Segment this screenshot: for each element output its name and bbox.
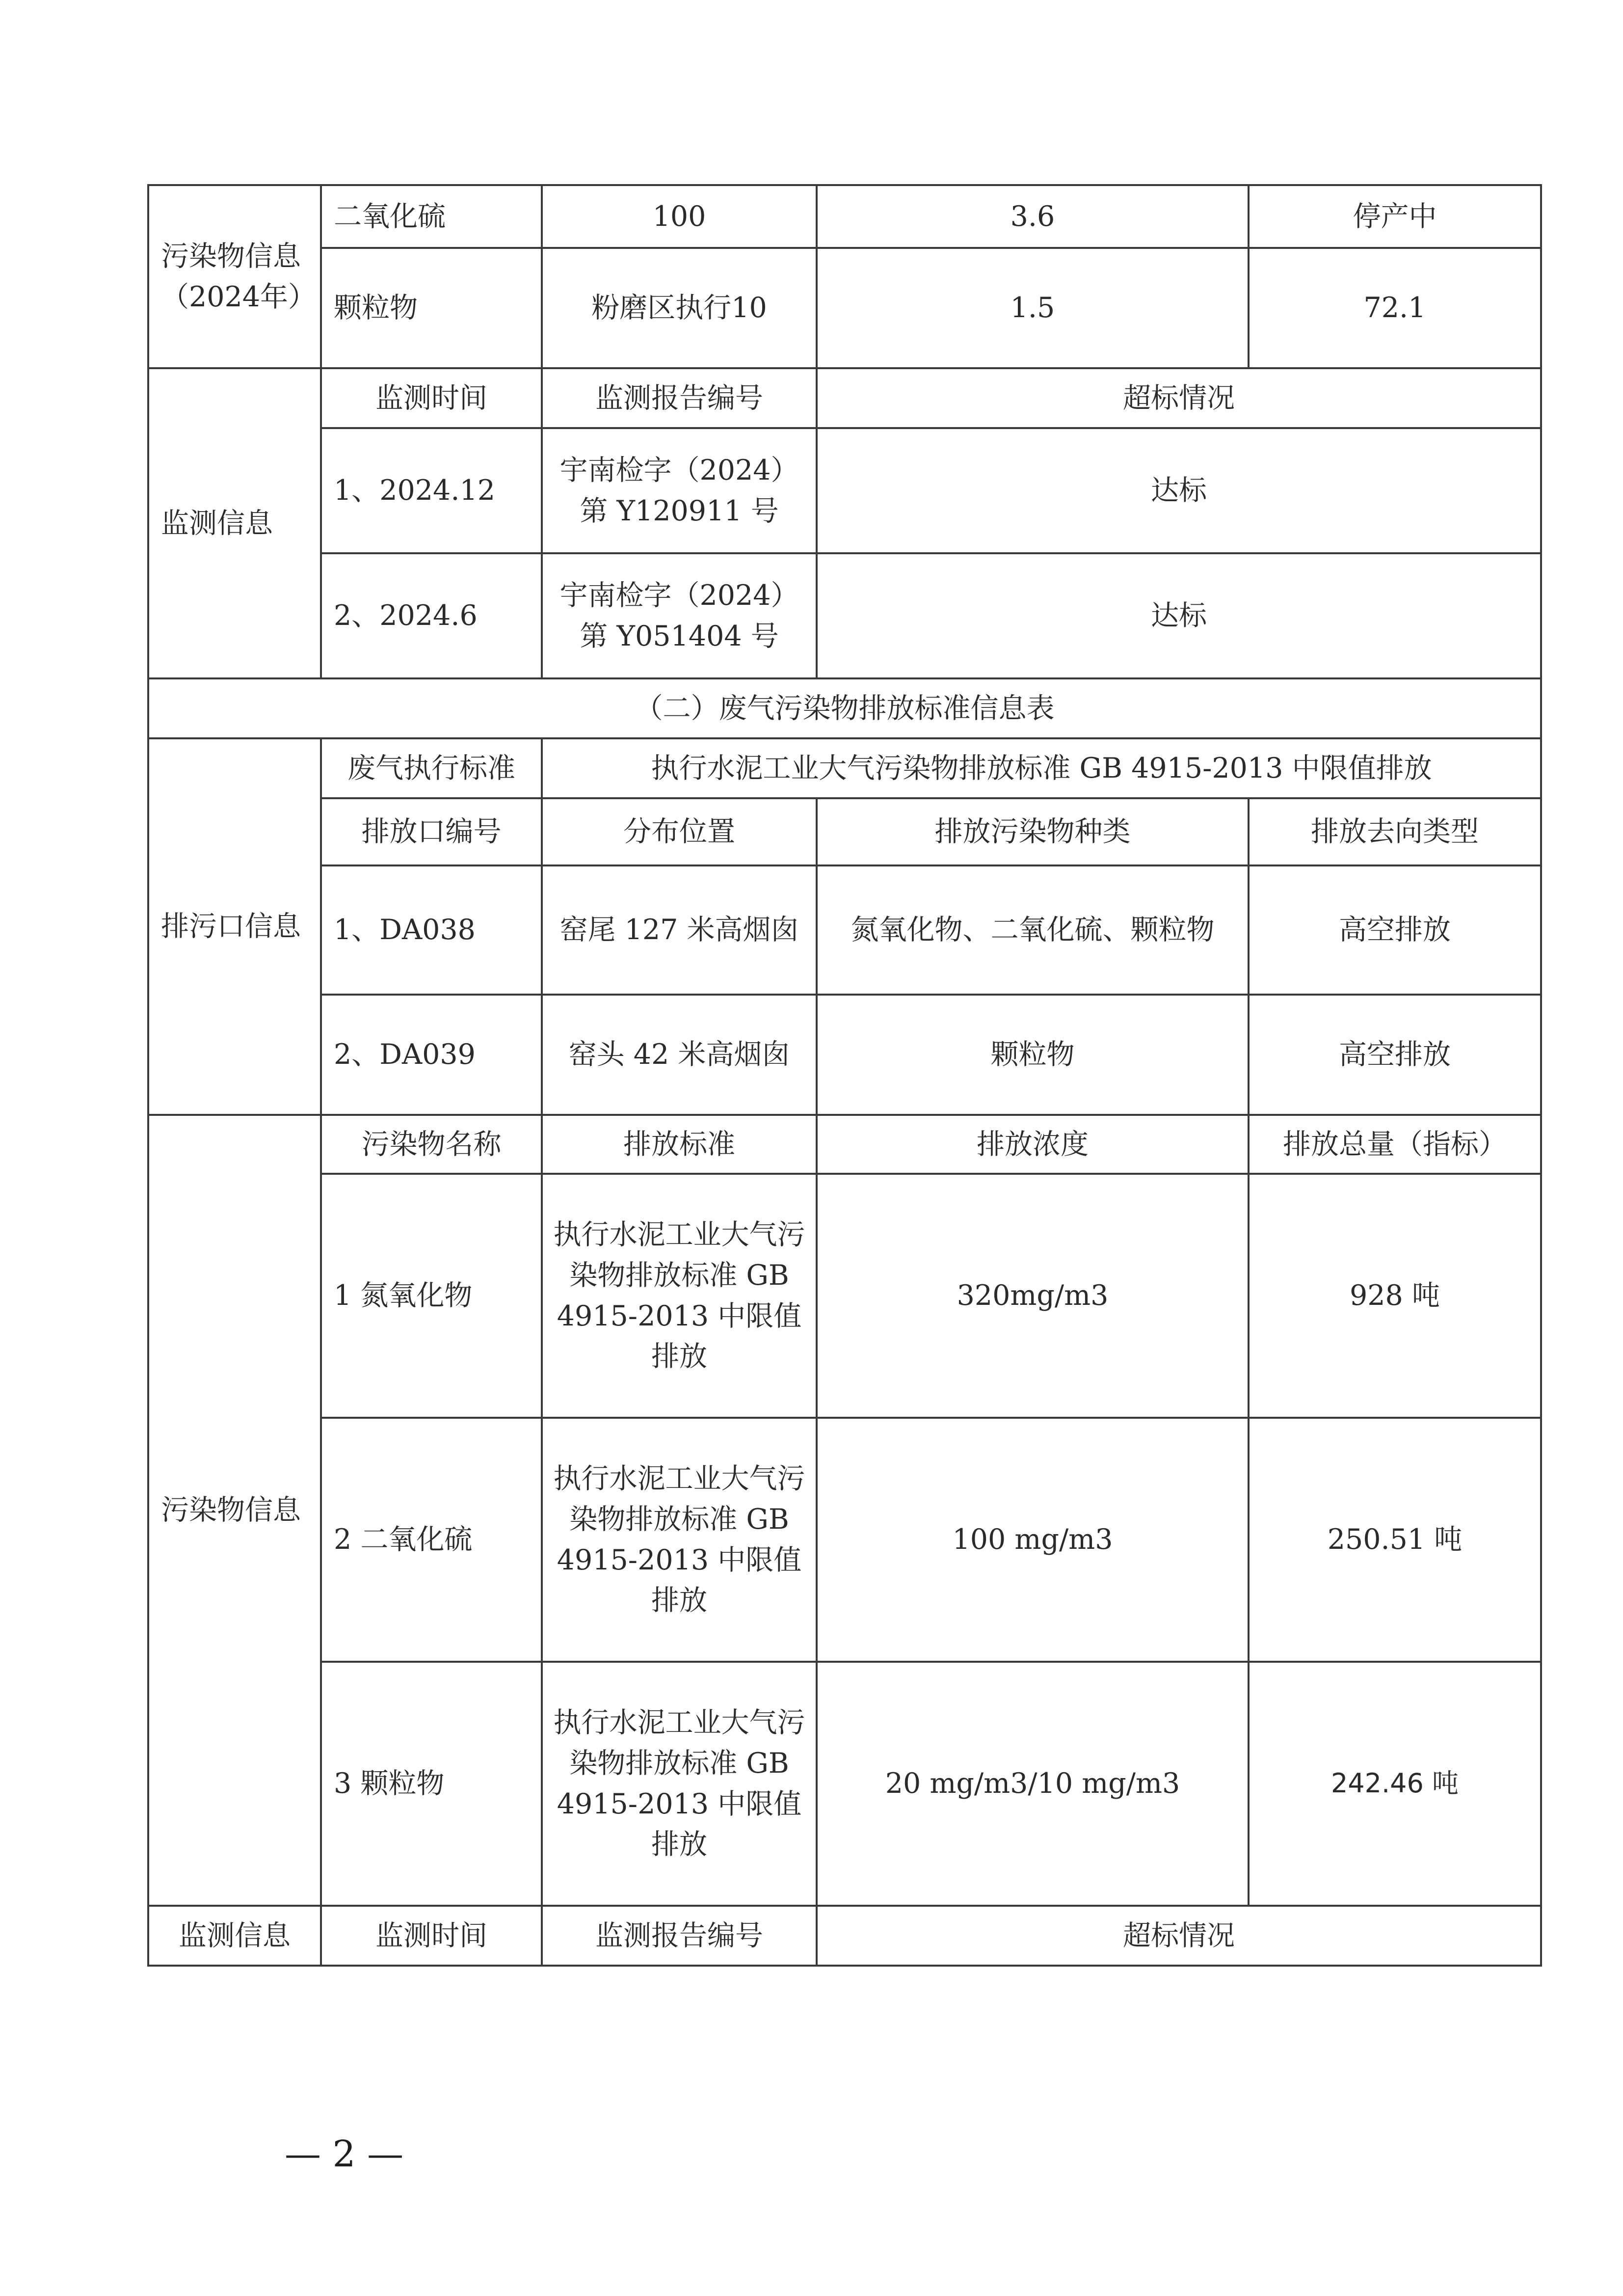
monitor-report-number: 宇南检字（2024）第 Y120911 号 [542, 428, 817, 553]
monitor-status: 达标 [817, 553, 1541, 678]
table-row [148, 368, 1541, 428]
pollutant-total: 928 吨 [1249, 1174, 1541, 1418]
table-row [148, 865, 1541, 995]
monitor-time-header: 监测时间 [321, 1906, 542, 1966]
pollutant-standard-header: 排放标准 [542, 1115, 817, 1174]
pollutant-total: 242.46 吨 [1249, 1662, 1541, 1906]
pollutant-name: 1 氮氧化物 [321, 1174, 542, 1418]
outlet-standard-value: 执行水泥工业大气污染物排放标准 GB 4915-2013 中限值排放 [542, 738, 1541, 798]
monitor-report-number: 宇南检字（2024）第 Y051404 号 [542, 553, 817, 678]
top-pollutant-label: 污染物信息（2024年） [148, 185, 321, 368]
table-row [148, 553, 1541, 678]
pollutant-standard: 执行水泥工业大气污染物排放标准 GB 4915-2013 中限值排放 [542, 1418, 817, 1662]
emission-standard: 粉磨区执行10 [542, 248, 817, 368]
monitor-time: 1、2024.12 [321, 428, 542, 553]
emission-concentration: 1.5 [817, 248, 1249, 368]
table-row [148, 995, 1541, 1115]
monitor-report-header: 监测报告编号 [542, 368, 817, 428]
monitor-time-header: 监测时间 [321, 368, 542, 428]
pollutant-name: 二氧化硫 [321, 185, 542, 248]
table-row [148, 1906, 1541, 1966]
outlet-direction: 高空排放 [1249, 995, 1541, 1115]
emission-concentration: 3.6 [817, 185, 1249, 248]
table-row [148, 248, 1541, 368]
pollutant-name: 颗粒物 [321, 248, 542, 368]
table-row [148, 1662, 1541, 1906]
outlet-direction: 高空排放 [1249, 865, 1541, 995]
pollutant-name-header: 污染物名称 [321, 1115, 542, 1174]
pollutant-concentration: 320mg/m3 [817, 1174, 1249, 1418]
monitor-status-header: 超标情况 [817, 368, 1541, 428]
outlet-id: 1、DA038 [321, 865, 542, 995]
outlet-location-header: 分布位置 [542, 798, 817, 865]
outlet-location: 窑尾 127 米高烟囱 [542, 865, 817, 995]
monitor-time: 2、2024.6 [321, 553, 542, 678]
emission-info-table [147, 184, 1542, 1967]
table-row [148, 1174, 1541, 1418]
table-row [148, 678, 1541, 738]
outlet-standard-label: 废气执行标准 [321, 738, 542, 798]
pollutant-total: 250.51 吨 [1249, 1418, 1541, 1662]
pollutant-standard: 执行水泥工业大气污染物排放标准 GB 4915-2013 中限值排放 [542, 1662, 817, 1906]
table-row [148, 1418, 1541, 1662]
emission-total: 72.1 [1249, 248, 1541, 368]
outlet-id: 2、DA039 [321, 995, 542, 1115]
table-row [148, 185, 1541, 248]
pollutant-info-label: 污染物信息 [148, 1115, 321, 1906]
section-title: （二）废气污染物排放标准信息表 [148, 678, 1541, 738]
emission-standard: 100 [542, 185, 817, 248]
monitor-report-header: 监测报告编号 [542, 1906, 817, 1966]
monitor-label: 监测信息 [148, 368, 321, 678]
table-row [148, 428, 1541, 553]
emission-total: 停产中 [1249, 185, 1541, 248]
outlet-location: 窑头 42 米高烟囱 [542, 995, 817, 1115]
table-row [148, 738, 1541, 798]
outlet-id-header: 排放口编号 [321, 798, 542, 865]
pollutant-total-header: 排放总量（指标） [1249, 1115, 1541, 1174]
outlet-label: 排污口信息 [148, 738, 321, 1115]
pollutant-concentration: 100 mg/m3 [817, 1418, 1249, 1662]
outlet-types-header: 排放污染物种类 [817, 798, 1249, 865]
table-row [148, 798, 1541, 865]
monitor-status: 达标 [817, 428, 1541, 553]
pollutant-standard: 执行水泥工业大气污染物排放标准 GB 4915-2013 中限值排放 [542, 1174, 817, 1418]
monitor-status-header: 超标情况 [817, 1906, 1541, 1966]
pollutant-name: 2 二氧化硫 [321, 1418, 542, 1662]
pollutant-concentration-header: 排放浓度 [817, 1115, 1249, 1174]
outlet-pollutant-types: 氮氧化物、二氧化硫、颗粒物 [817, 865, 1249, 995]
page-number: — 2 — [285, 2133, 404, 2175]
table-row [148, 1115, 1541, 1174]
outlet-pollutant-types: 颗粒物 [817, 995, 1249, 1115]
outlet-direction-header: 排放去向类型 [1249, 798, 1541, 865]
monitor-label: 监测信息 [148, 1906, 321, 1966]
pollutant-name: 3 颗粒物 [321, 1662, 542, 1906]
pollutant-concentration: 20 mg/m3/10 mg/m3 [817, 1662, 1249, 1906]
